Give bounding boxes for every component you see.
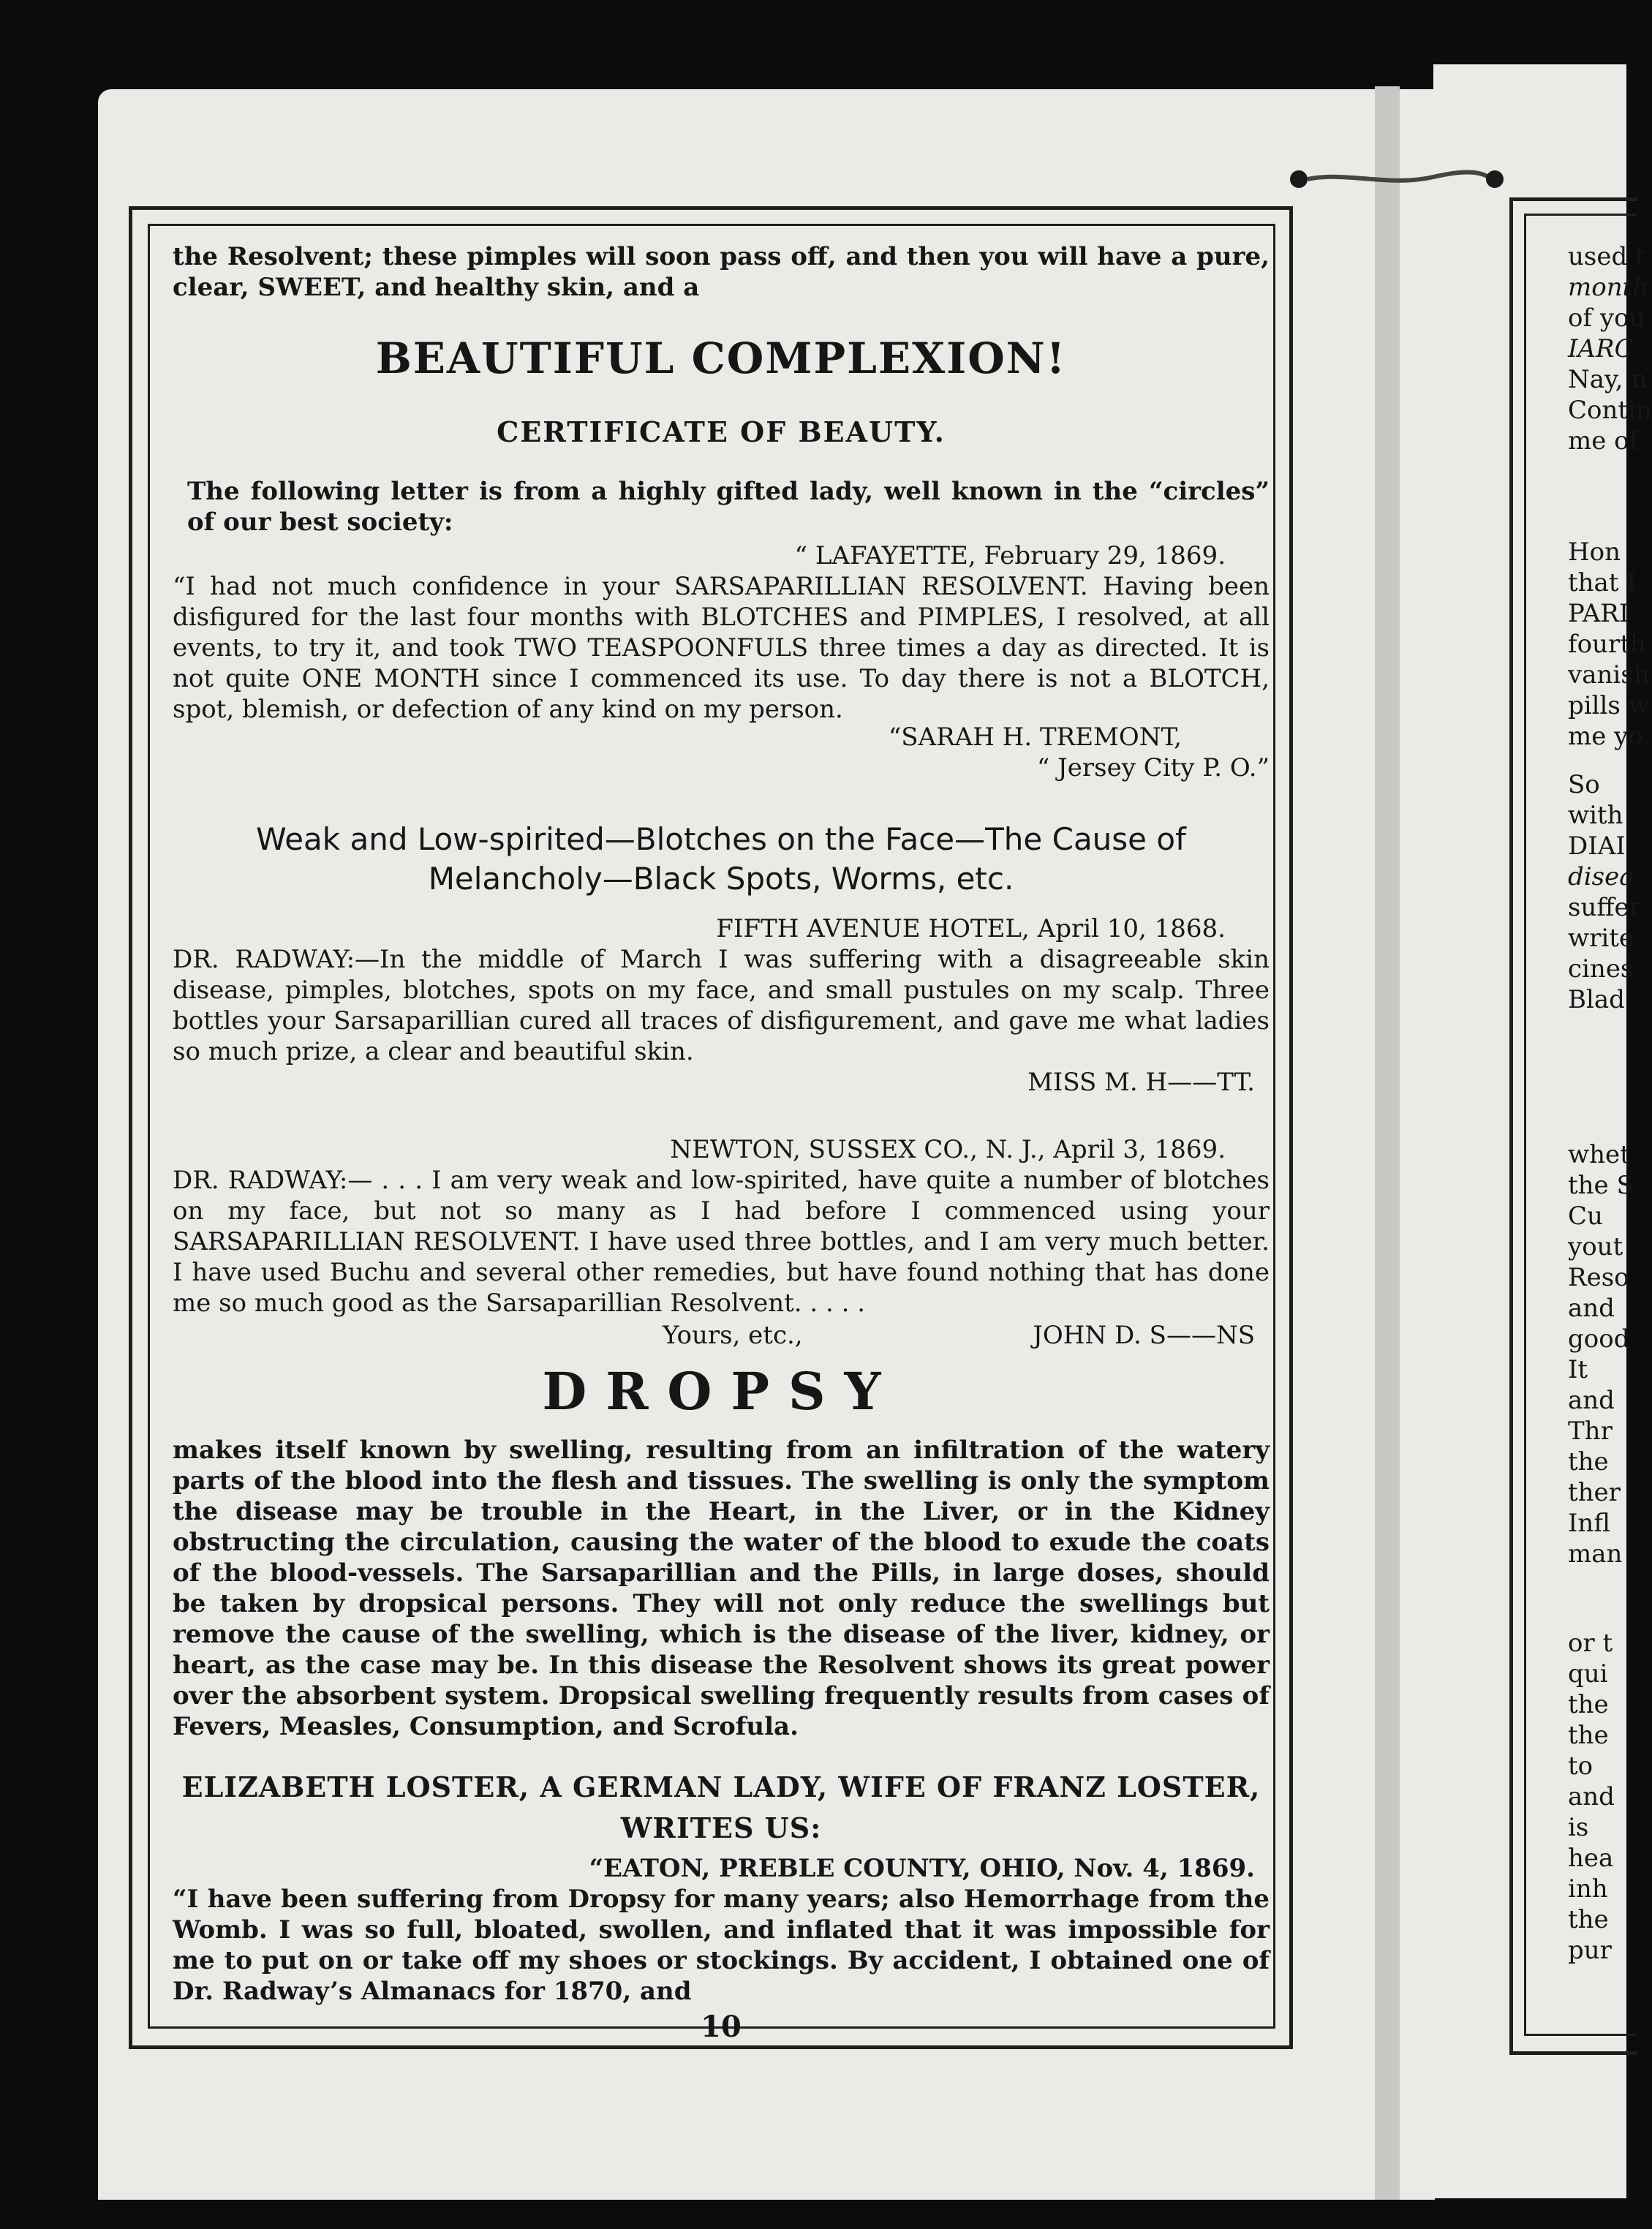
letter3-closing: Yours, etc., <box>663 1321 803 1350</box>
right-fragment: Cu <box>1568 1202 1603 1231</box>
letter1-body: “I had not much confidence in your SARSAPARILLIAN RESOLVENT. Having been disfigured for the last four months with BLOTCHES and PIMPLES, I resolved, at all events, to try it, and took TWO TEASPOONFULS three times a day as directed. It is not quite ONE MONTH since I commenced its use. To day there is not a BLOTCH, spot, blemish, or defection of any kind on my person. <box>173 572 1270 724</box>
page-gutter <box>1375 86 1400 2200</box>
weak-heading-line2: Melancholy—Black Spots, Worms, etc. <box>428 861 1014 897</box>
right-fragment: to <box>1568 1751 1593 1781</box>
right-fragment: Infl <box>1568 1509 1611 1538</box>
right-fragment: vanish <box>1568 660 1650 690</box>
letter3-body <box>173 1165 1270 1319</box>
left-page-content <box>173 227 1270 2044</box>
right-fragment: pills w <box>1568 691 1650 720</box>
letter3-text: — . . . I am very weak and low-spirited, have quite a number of blotches on my face, but not so many as I had before I commenced using your SARSAPARILLIAN RESOLVENT. I have used three bottles, and I am very much better. I have used Buchu and several other remedies, but have found nothing that has done me so much good as the Sarsaparillian Resolvent. . . . . <box>173 1166 1270 1318</box>
loster-place: “EATON, PREBLE COUNTY, OHIO, Nov. 4, 1869. <box>589 1854 1255 1883</box>
right-fragment: fourth <box>1568 630 1646 659</box>
letter2-signature: MISS M. H——TT. <box>1027 1068 1255 1097</box>
loster-body: “I have been suffering from Dropsy for many years; also Hemorrhage from the Womb. I was so full, bloated, swollen, and inflated that it was impossible for me to put on or take off my shoes or stockings. By accident, I obtained one of Dr. Radway’s Almanacs for 1870, and <box>173 1885 1270 2006</box>
right-fragment: me of <box>1568 426 1639 456</box>
dropsy-title: DROPSY <box>542 1361 900 1422</box>
right-fragment: PARI <box>1568 599 1629 628</box>
right-fragment: IARC <box>1568 334 1634 363</box>
right-fragment: Contin <box>1568 396 1652 425</box>
right-fragment: me yo <box>1568 722 1643 751</box>
letter1-address: “ Jersey City P. O.” <box>1036 753 1270 782</box>
right-fragment: yout <box>1568 1232 1623 1261</box>
letter-intro: The following letter is from a highly gifted lady, well known in the “circles” of our best society: <box>187 477 1270 537</box>
right-fragment: that I <box>1568 568 1637 597</box>
right-fragment: man <box>1568 1539 1623 1569</box>
right-fragment: good <box>1568 1324 1630 1354</box>
letter3-salutation: DR. RADWAY: <box>173 1166 348 1195</box>
right-fragment: pur <box>1568 1936 1612 1965</box>
letter2-salutation: DR. RADWAY: <box>173 945 355 974</box>
right-fragment: is <box>1568 1813 1589 1842</box>
right-fragment: cines <box>1568 954 1634 984</box>
letter3-closing-line <box>173 1320 1270 1351</box>
subheadline: CERTIFICATE OF BEAUTY. <box>497 415 946 448</box>
loster-heading: ELIZABETH LOSTER, A GERMAN LADY, WIFE OF FRANZ LOSTER, WRITES US: <box>181 1770 1261 1844</box>
intro-text: the Resolvent; these pimples will soon pass off, and then you will have a pure, clear, SWEET, and healthy skin, and a <box>173 242 1270 302</box>
right-fragment: It <box>1568 1355 1588 1384</box>
right-fragment: write <box>1568 924 1634 953</box>
right-fragment: month <box>1568 273 1649 302</box>
letter1-signature: “SARAH H. TREMONT, <box>888 723 1182 752</box>
binding-thread <box>1287 170 1506 189</box>
right-fragment: hea <box>1568 1844 1614 1873</box>
right-fragment: qui <box>1568 1659 1608 1689</box>
right-fragment: or t <box>1568 1629 1613 1658</box>
letter2-place: FIFTH AVENUE HOTEL, April 10, 1868. <box>716 914 1226 943</box>
right-fragment: and <box>1568 1386 1615 1415</box>
right-fragment: So <box>1568 770 1600 799</box>
right-fragment: Hon <box>1568 538 1621 567</box>
right-fragment: and <box>1568 1294 1615 1323</box>
letter3-place: NEWTON, SUSSEX CO., N. J., April 3, 1869. <box>670 1135 1226 1164</box>
right-fragment: disea <box>1568 862 1634 891</box>
right-fragment: the <box>1568 1447 1609 1476</box>
right-fragment: Blad <box>1568 985 1625 1014</box>
right-fragment: ther <box>1568 1478 1621 1507</box>
letter2-body <box>173 944 1270 1067</box>
right-fragment: the <box>1568 1721 1609 1750</box>
right-fragment: with <box>1568 801 1623 830</box>
right-fragment: used t <box>1568 242 1645 271</box>
right-fragment: the <box>1568 1905 1609 1934</box>
letter3-signature: JOHN D. S——NS <box>1033 1321 1255 1350</box>
headline: BEAUTIFUL COMPLEXION! <box>375 333 1067 383</box>
page-number: 10 <box>701 2010 742 2044</box>
right-fragment: the S <box>1568 1171 1634 1200</box>
letter2-text: —In the middle of March I was suffering with a disagreeable skin disease, pimples, blotches, spots on my face, and small pustules on my scalp. Three bottles your Sarsaparillian cured all traces of disfigurement, and gave me what ladies so much prize, a clear and beautiful skin. <box>173 945 1270 1066</box>
weak-heading-line1: Weak and Low-spirited—Blotches on the Face—The Cause of <box>256 821 1186 857</box>
right-fragment: the <box>1568 1690 1609 1719</box>
right-fragment: DIAI <box>1568 831 1626 861</box>
right-page-text <box>1568 241 1652 1966</box>
right-fragment: Reso <box>1568 1263 1629 1292</box>
right-fragment: Thr <box>1568 1417 1613 1446</box>
right-fragment: of you <box>1568 303 1645 333</box>
letter1-place: “ LAFAYETTE, February 29, 1869. <box>794 541 1226 570</box>
right-fragment: suffer <box>1568 893 1641 922</box>
dropsy-body: makes itself known by swelling, resulting from an infiltration of the watery parts of the blood into the flesh and tissues. The swelling is only the symptom the disease may be trouble in the Heart, in the Liver, or in the Kidney obstructing the circulation, causing the water of the blood to exude the coats of the blood-vessels. The Sarsaparillian and the Pills, in large doses, should be taken by dropsical persons. They will not only reduce the swellings but remove the cause of the swelling, which is the disease of the liver, kidney, or heart, as the case may be. In this disease the Resolvent shows its great power over the absorbent system. Dropsical swelling frequently results from cases of Fevers, Measles, Consumption, and Scrofula. <box>173 1436 1270 1741</box>
right-fragment: inh <box>1568 1874 1608 1904</box>
right-fragment: and <box>1568 1782 1615 1811</box>
right-fragment: Nay, n <box>1568 365 1648 394</box>
right-fragment: whet <box>1568 1140 1630 1169</box>
